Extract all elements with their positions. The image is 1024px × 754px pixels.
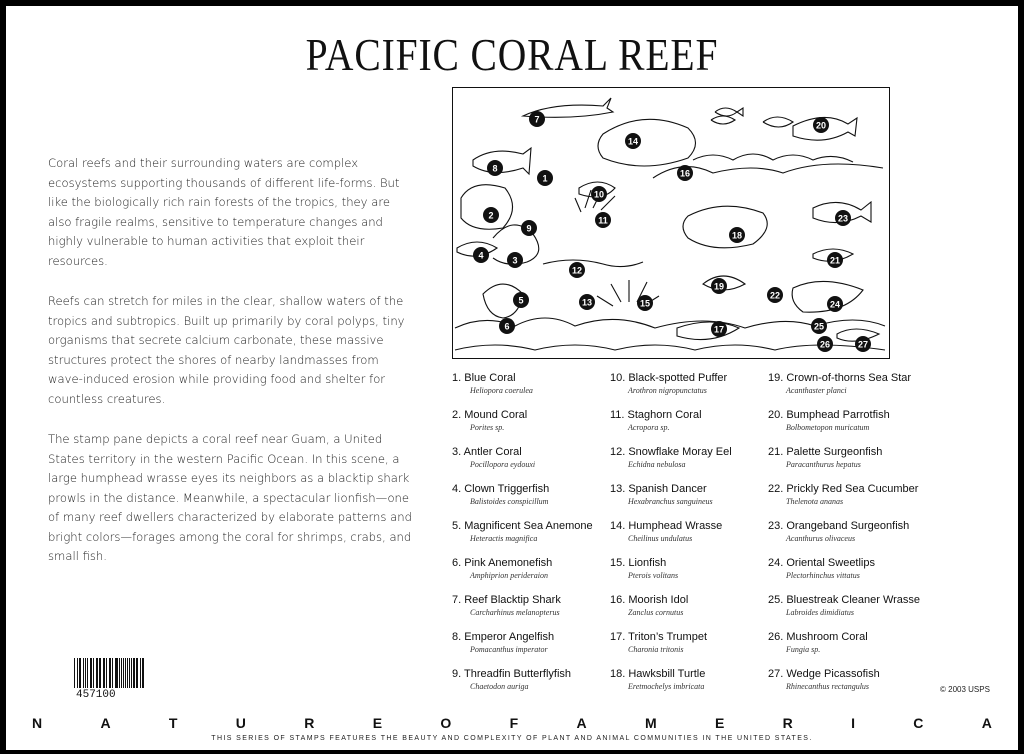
species-name: 8. Emperor Angelfish xyxy=(452,631,555,643)
legend-column xyxy=(452,372,612,705)
species-name: 25. Bluestreak Cleaner Wrasse xyxy=(768,594,921,606)
species-name: 27. Wedge Picassofish xyxy=(768,668,880,680)
species-name: 16. Moorish Idol xyxy=(610,594,689,606)
species-name: 6. Pink Anemonefish xyxy=(452,557,553,569)
series-title-letter: A xyxy=(576,715,587,731)
barcode-bar xyxy=(137,658,138,688)
marker-number: 24 xyxy=(829,299,841,310)
species-name: 18. Hawksbill Turtle xyxy=(610,668,706,680)
barcode-bar xyxy=(99,658,101,688)
marker-number: 13 xyxy=(581,297,593,308)
barcode-bar xyxy=(116,658,118,688)
scientific-name: Pocillopora eydouxi xyxy=(470,460,536,469)
barcode-bar xyxy=(121,658,122,688)
marker-number: 16 xyxy=(679,168,691,179)
barcode-bar xyxy=(80,658,81,688)
stamp-sheet xyxy=(6,6,1018,750)
barcode-bar xyxy=(93,658,94,688)
species-name: 12. Snowflake Moray Eel xyxy=(610,446,732,458)
scientific-name: Echidna nebulosa xyxy=(628,460,686,469)
marker-number: 21 xyxy=(829,255,841,266)
species-name: 1. Blue Coral xyxy=(452,372,516,384)
legend-item xyxy=(768,631,928,668)
legend-item xyxy=(610,409,770,446)
species-name: 14. Humphead Wrasse xyxy=(610,520,723,532)
marker-number: 27 xyxy=(857,339,869,350)
barcode-bar xyxy=(104,658,105,688)
scientific-name: Arothron nigropunctatus xyxy=(628,386,707,395)
barcode-bar xyxy=(87,658,88,688)
species-name: 19. Crown-of-thorns Sea Star xyxy=(768,372,912,384)
marker-number: 11 xyxy=(598,215,608,226)
series-title-letter: O xyxy=(440,715,452,731)
scientific-name: Charonia tritonis xyxy=(628,645,684,654)
scientific-name: Heliopora coerulea xyxy=(470,386,533,395)
scientific-name: Amphiprion perideraion xyxy=(470,571,548,580)
marker-number: 2 xyxy=(488,210,494,221)
species-name: 22. Prickly Red Sea Cucumber xyxy=(768,483,919,495)
species-name: 10. Black-spotted Puffer xyxy=(610,372,728,384)
legend-item xyxy=(610,668,770,705)
scientific-name: Rhinecanthus rectangulus xyxy=(786,682,870,691)
barcode-bar xyxy=(140,658,141,688)
marker-number: 23 xyxy=(837,213,849,224)
legend-item xyxy=(452,372,612,409)
barcode-bar xyxy=(143,658,144,688)
scientific-name: Hexabranchus sanguineus xyxy=(628,497,713,506)
legend-item xyxy=(768,594,928,631)
scientific-name: Pterois volitans xyxy=(628,571,679,580)
legend-column xyxy=(610,372,770,705)
barcode-bar xyxy=(112,658,113,688)
page-title: PACIFIC CORAL REEF xyxy=(305,29,719,80)
marker-number: 1 xyxy=(542,173,548,184)
scientific-name: Eretmochelys imbricata xyxy=(628,682,705,691)
series-title-letter: R xyxy=(782,715,793,731)
intro-paragraph: Coral reefs and their surrounding waters are complex ecosystems supporting thousands of different life-forms. But like the biologically rich rain forests of the tropics, they are also fragile realms, sensitive to temperature changes and highly vulnerable to human activities that exploit their resources. xyxy=(48,156,400,268)
mound-coral-shape xyxy=(461,185,513,230)
legend-item xyxy=(610,446,770,483)
humphead-wrasse-shape xyxy=(598,119,696,166)
barcode-bar xyxy=(115,658,116,688)
barcode-bar xyxy=(127,658,128,688)
species-name: 5. Magnificent Sea Anemone xyxy=(452,520,593,532)
legend-item xyxy=(452,409,612,446)
barcode-bar xyxy=(106,658,107,688)
scientific-name: Bolbometopon muricatum xyxy=(786,423,870,432)
scientific-name: Carcharhinus melanopterus xyxy=(470,608,560,617)
legend-item xyxy=(768,483,928,520)
series-title-letter: T xyxy=(168,715,178,731)
barcode-bar xyxy=(119,658,120,688)
scientific-name: Acanthurus olivaceus xyxy=(786,534,856,543)
scientific-name: Balistoides conspicillum xyxy=(470,497,549,506)
scientific-name: Fungia sp. xyxy=(786,645,821,654)
barcode-bar xyxy=(133,658,135,688)
barcode-bar xyxy=(136,658,137,688)
triton-trumpet-shape xyxy=(677,322,739,340)
legend-item xyxy=(610,594,770,631)
marker-number: 5 xyxy=(518,295,524,306)
barcode-bar xyxy=(103,658,104,688)
scientific-name: Thelenota ananas xyxy=(786,497,844,506)
intro-text xyxy=(48,154,413,588)
scientific-name: Acanthaster planci xyxy=(786,386,847,395)
marker-number: 12 xyxy=(571,265,583,276)
legend-item xyxy=(768,372,928,409)
barcode-bar xyxy=(77,658,78,688)
scientific-name: Porites sp. xyxy=(470,423,505,432)
marker-number: 14 xyxy=(627,136,639,147)
species-name: 2. Mound Coral xyxy=(452,409,528,421)
species-name: 23. Orangeband Surgeonfish xyxy=(768,520,910,532)
marker-number: 22 xyxy=(769,290,781,301)
scientific-name: Acropora sp. xyxy=(628,423,670,432)
reef-line-drawing xyxy=(453,88,888,357)
barcode-bar xyxy=(125,658,126,688)
barcode-bar xyxy=(79,658,80,688)
series-title-letter: U xyxy=(235,715,246,731)
species-name: 20. Bumphead Parrotfish xyxy=(768,409,890,421)
legend-item xyxy=(610,557,770,594)
scientific-name: Chaetodon auriga xyxy=(470,682,529,691)
legend-item xyxy=(452,483,612,520)
species-name: 24. Oriental Sweetlips xyxy=(768,557,875,569)
series-title-letter: A xyxy=(100,715,111,731)
marker-number: 26 xyxy=(819,339,831,350)
scientific-name: Plectorhinchus vittatus xyxy=(786,571,860,580)
legend-item xyxy=(768,520,928,557)
marker-number: 7 xyxy=(534,114,540,125)
legend-item xyxy=(452,557,612,594)
species-name: 15. Lionfish xyxy=(610,557,667,569)
series-title-letter: M xyxy=(644,715,657,731)
series-title-letter: F xyxy=(509,715,519,731)
species-name: 11. Staghorn Coral xyxy=(610,409,702,421)
legend-item xyxy=(768,557,928,594)
barcode-bar xyxy=(129,658,130,688)
scientific-name: Pomacanthus imperator xyxy=(470,645,548,654)
species-name: 4. Clown Triggerfish xyxy=(452,483,550,495)
marker-number: 10 xyxy=(593,189,605,200)
barcode-bar xyxy=(85,658,87,688)
scientific-name: Cheilinus undulatus xyxy=(628,534,693,543)
barcode-bar xyxy=(90,658,91,688)
barcode-bar xyxy=(142,658,143,688)
species-name: 7. Reef Blacktip Shark xyxy=(452,594,561,606)
series-title-letter: R xyxy=(304,715,315,731)
legend-item xyxy=(768,668,928,705)
barcode-bar xyxy=(96,658,97,688)
series-subtitle: THIS SERIES OF STAMPS FEATURES THE BEAUTY AND COMPLEXITY OF PLANT AND ANIMAL COMMUNITIES IN THE UNITED STATES. xyxy=(211,735,813,742)
barcode-bar xyxy=(123,658,124,688)
marker-number: 15 xyxy=(639,298,651,309)
barcode-bar xyxy=(91,658,92,688)
legend-item xyxy=(768,446,928,483)
barcode-bar xyxy=(74,658,75,688)
illustration-number-markers xyxy=(473,111,871,352)
barcode-bar xyxy=(83,658,84,688)
legend-item xyxy=(610,631,770,668)
barcode-number: 457100 xyxy=(76,689,116,701)
sweetlips-shape xyxy=(792,281,863,312)
species-legend xyxy=(452,372,932,702)
marker-number: 17 xyxy=(713,324,725,335)
barcode-bar xyxy=(110,658,111,688)
marker-number: 6 xyxy=(504,321,510,332)
legend-item xyxy=(768,409,928,446)
marker-number: 3 xyxy=(512,255,518,266)
marker-number: 19 xyxy=(713,281,725,292)
barcode-bar xyxy=(97,658,98,688)
species-name: 26. Mushroom Coral xyxy=(768,631,868,643)
scientific-name: Paracanthurus hepatus xyxy=(786,460,861,469)
legend-item xyxy=(610,520,770,557)
marker-number: 25 xyxy=(813,321,825,332)
turtle-shape xyxy=(683,206,767,248)
reef-illustration xyxy=(452,87,890,359)
series-title-letter: N xyxy=(32,715,43,731)
marker-number: 4 xyxy=(478,250,484,261)
scientific-name: Heteractis magnifica xyxy=(470,534,538,543)
legend-item xyxy=(610,372,770,409)
barcode-bar xyxy=(131,658,132,688)
marker-number: 9 xyxy=(526,223,532,234)
series-title xyxy=(32,715,992,731)
legend-item xyxy=(452,446,612,483)
series-title-letter: E xyxy=(714,715,725,731)
barcode xyxy=(74,658,146,688)
intro-paragraph: The stamp pane depicts a coral reef near Guam, a United States territory in the western Pacific Ocean. In this scene, a large humphead wrasse eyes its neighbors as a blacktip shark prowls in the distance. Meanwhile, a spectacular lionfish—one of many reef dwellers characterized by elaborate patterns and bright colors—forages among the coral for shrimps, crabs, and small fish. xyxy=(48,432,412,563)
eel-shape xyxy=(543,260,643,267)
barcode-bar xyxy=(109,658,110,688)
species-name: 17. Triton’s Trumpet xyxy=(610,631,708,643)
scientific-name: Zanclus cornutus xyxy=(628,608,684,617)
species-name: 13. Spanish Dancer xyxy=(610,483,707,495)
marker-number: 8 xyxy=(492,163,498,174)
legend-item xyxy=(452,520,612,557)
copyright: © 2003 USPS xyxy=(940,685,990,694)
intro-paragraph: Reefs can stretch for miles in the clear, shallow waters of the tropics and subtropics. Built up primarily by coral polyps, tiny organisms that secrete calcium carbonate, these massive structures protect the shores of nearby landmasses from wave-induced erosion while providing food and shelter for countless creatures. xyxy=(48,294,405,406)
species-name: 9. Threadfin Butterflyfish xyxy=(452,668,572,680)
legend-item xyxy=(452,631,612,668)
series-title-letter: C xyxy=(913,715,924,731)
series-title-letter: I xyxy=(851,715,855,731)
legend-item xyxy=(452,668,612,705)
marker-number: 18 xyxy=(731,230,743,241)
series-title-letter: A xyxy=(981,715,992,731)
legend-item xyxy=(610,483,770,520)
species-name: 21. Palette Surgeonfish xyxy=(768,446,883,458)
small-fish-shape xyxy=(715,108,743,116)
series-title-letter: E xyxy=(372,715,383,731)
marker-number: 20 xyxy=(815,120,827,131)
legend-item xyxy=(452,594,612,631)
scientific-name: Labroides dimidiatus xyxy=(786,608,854,617)
legend-column xyxy=(768,372,928,705)
species-name: 3. Antler Coral xyxy=(452,446,522,458)
